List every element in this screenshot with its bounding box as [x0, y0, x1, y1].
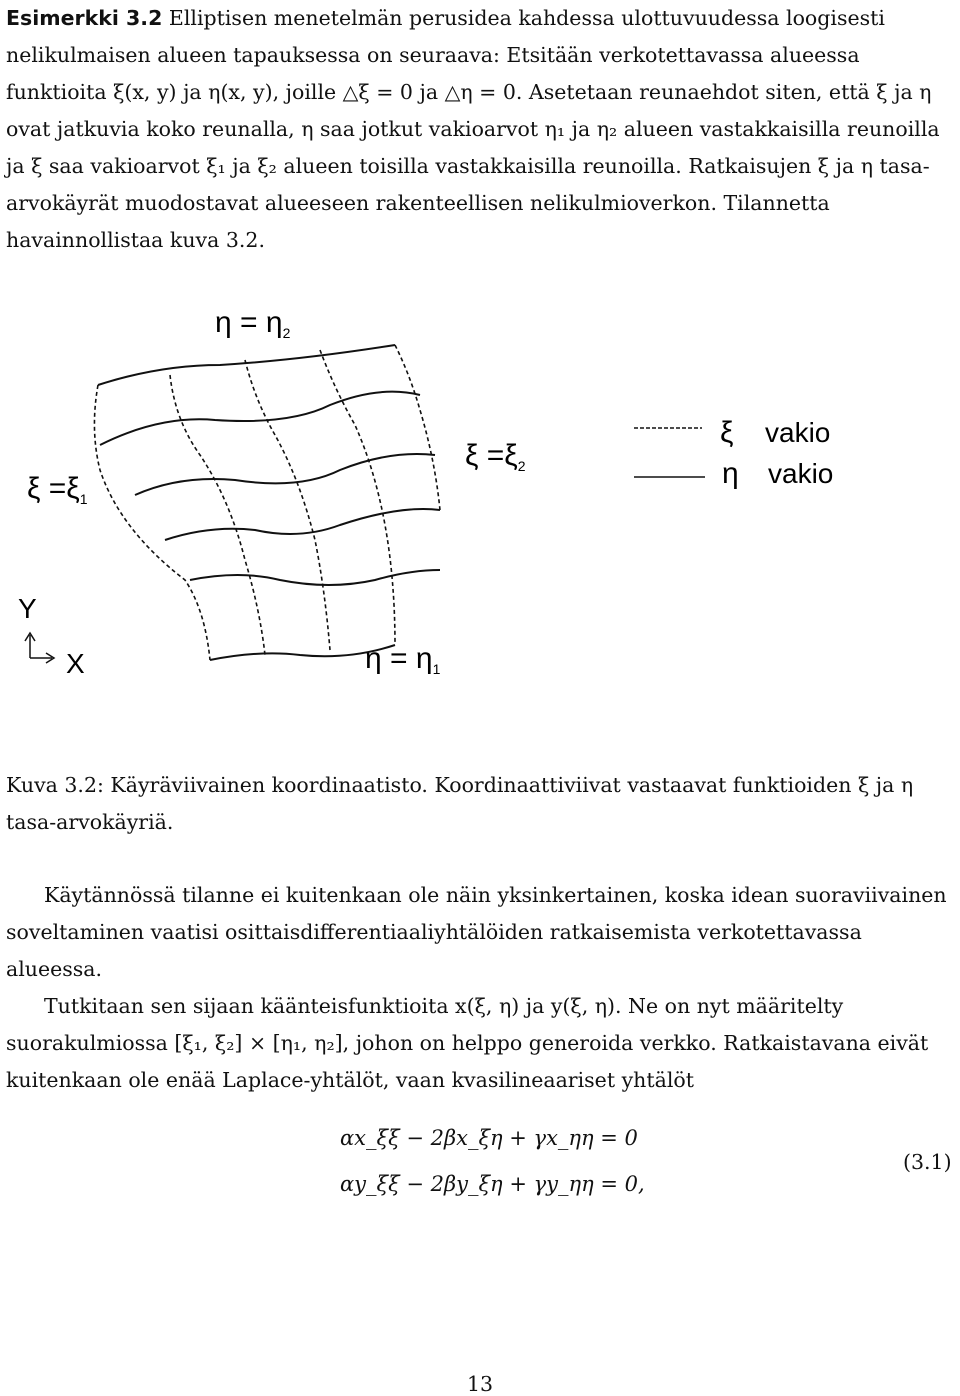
eta-top-label: $\eta = \eta_2$: [215, 306, 291, 341]
legend-eta-symbol: η: [722, 457, 739, 490]
curvilinear-grid-figure: [0, 280, 960, 700]
legend-eta-label: vakio: [768, 458, 834, 489]
xi-right-label: $\xi =\xi_2$: [465, 439, 526, 474]
xi-left-label: $\xi =\xi_1$: [27, 472, 88, 507]
equation-line-1: αx_ξξ − 2βx_ξη + γx_ηη = 0: [340, 1126, 638, 1150]
eta-bottom-label: $\eta = \eta_1$: [365, 642, 441, 677]
legend-xi-symbol: ξ: [720, 416, 734, 449]
page-number: 13: [466, 1372, 494, 1396]
paragraph-1: Käytännössä tilanne ei kuitenkaan ole näin yksinkertainen, koska idean suoraviivainen soveltaminen vaatisi osittaisdifferentiaaliyhtälöiden ratkaisemista verkotettavassa alueessa.: [6, 883, 947, 981]
eta-curve-2: [100, 392, 420, 445]
paragraph-2: Tutkitaan sen sijaan käänteisfunktioita x(ξ, η) ja y(ξ, η). Ne on nyt määritelty suorakulmiossa [ξ₁, ξ₂] × [η₁, η₂], johon on helppo generoida verkko. Ratkaistavana eivät kuitenkaan ole enää Laplace-yhtälöt, vaan kvasilineaariset yhtälöt: [6, 994, 929, 1092]
eta-curve-4: [165, 509, 440, 540]
xi-curve-2: [170, 375, 265, 655]
xi-curve-5: [395, 345, 440, 510]
axis-y-label: Y: [18, 593, 37, 624]
axes-arrow-icon: [25, 633, 54, 663]
example-paragraph: [6, 0, 956, 259]
figure-caption: Kuva 3.2: Käyräviivainen koordinaatisto. Koordinaattiviivat vastaavat funktioiden ξ ja η tasa-arvokäyriä.: [6, 773, 914, 834]
axis-x-label: X: [66, 648, 85, 679]
example-text: Elliptisen menetelmän perusidea kahdessa ulottuvuudessa loogisesti nelikulmaisen alueen tapauksessa on seuraava: Etsitään verkotettavassa alueessa funktioita ξ(x, y) ja η(x, y), joille △ξ = 0 ja △η = 0. Asetetaan reunaehdot siten, että ξ ja η ovat jatkuvia koko reunalla, η saa jotkut vakioarvot η₁ ja η₂ alueen vastakkaisilla reunoilla ja ξ saa vakioarvot ξ₁ ja ξ₂ alueen toisilla vastakkaisilla reunoilla. Ratkaisujen ξ ja η tasa-arvokäyrät muodostavat alueeseen rakenteellisen nelikulmioverkon. Tilannetta havainnollistaa kuva 3.2.: [6, 6, 940, 252]
eta-curve-5: [190, 570, 440, 585]
xi-curve-3: [245, 360, 330, 650]
legend-xi-label: vakio: [765, 417, 831, 448]
xi-curve-4: [320, 350, 395, 645]
eta-curve-3: [135, 454, 435, 495]
example-label: Esimerkki 3.2: [6, 6, 163, 30]
equation-number: (3.1): [903, 1150, 952, 1174]
equation-line-2: αy_ξξ − 2βy_ξη + γy_ηη = 0,: [340, 1172, 645, 1196]
eta-curve-1: [98, 345, 395, 385]
